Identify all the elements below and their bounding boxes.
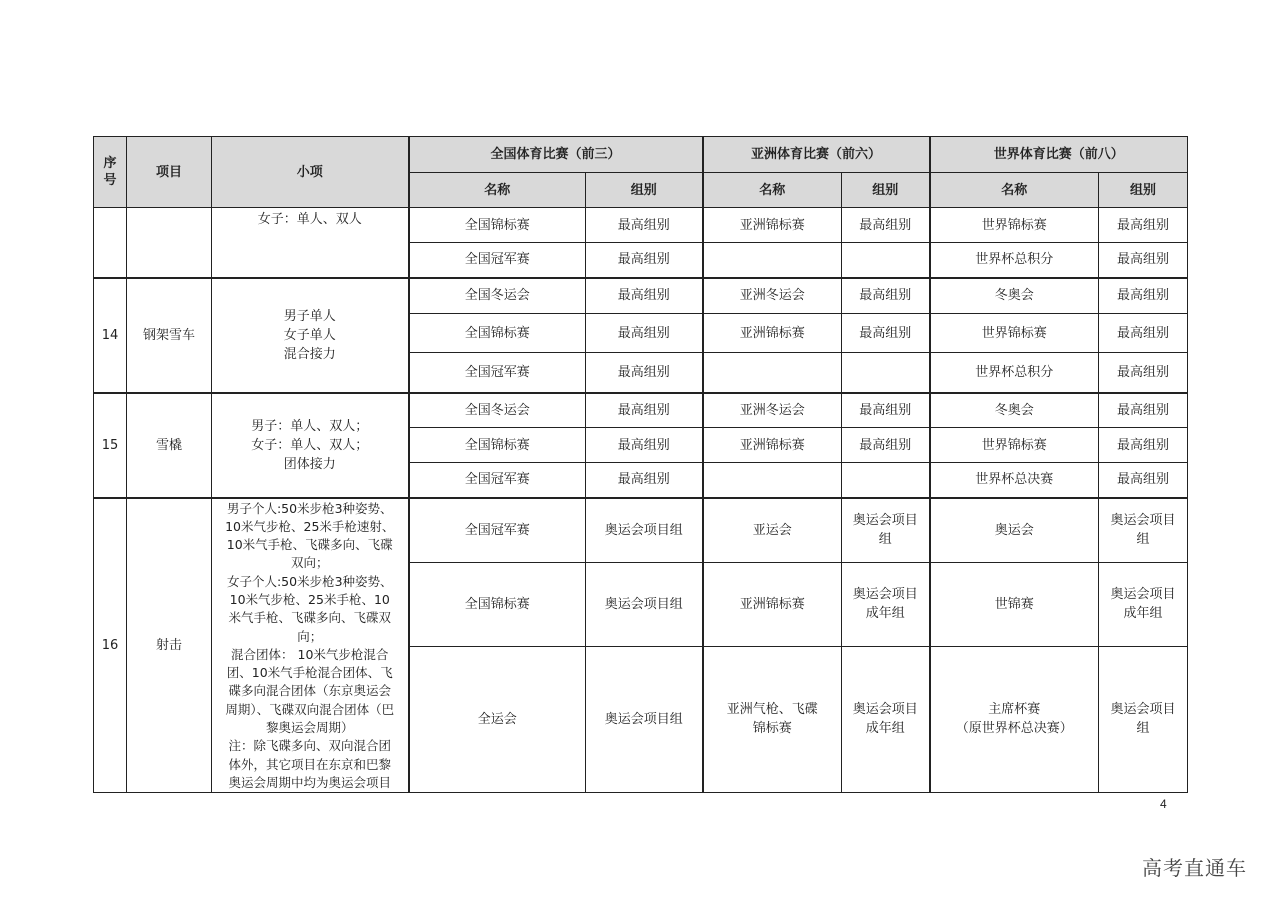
table-cell: 最高组别 [586,243,703,278]
header-sub: 小项 [212,137,409,208]
cont-item-cell [127,208,212,278]
table-cell: 全国冬运会 [409,278,586,314]
watermark: 高考直通车 [1142,856,1247,880]
table-cell: 最高组别 [1099,428,1188,463]
header-world-group: 组别 [1099,173,1188,208]
table-cell: 世界杯总决赛 [930,463,1099,498]
header-national-group: 组别 [586,173,703,208]
table-cell: 奥运会项目组 [586,646,703,793]
row-sub: 男子个人:50米步枪3种姿势、 10米气步枪、25米手枪速射、 10米气手枪、飞碟多向、飞碟 双向； 女子个人:50米步枪3种姿势、 10米气步枪、25米手枪、10 米气手枪、飞碟多向、飞碟双 向； 混合团体： 10米气步枪混合 团、10米气手枪混合团体、飞 碟多向混合团体（东京奥运会 周期）、飞碟双向混合团体（巴 黎奥运会周期） 注：除飞碟多向、双向混合团 体外，其它项目在东京和巴黎 奥运会周期中均为奥运会项目 [212,498,409,793]
table-cell [703,353,842,393]
table-cell: 最高组别 [842,278,930,314]
table-cell [842,463,930,498]
table-cell: 奥运会项目 成年组 [1099,562,1188,646]
table-cell: 奥运会 [930,498,1099,563]
table-cell: 冬奥会 [930,393,1099,428]
table-cell: 全国冠军赛 [409,498,586,563]
row-item: 射击 [127,498,212,793]
cont-sub: 女子：单人、双人 [212,208,409,278]
header-asian-group: 组别 [842,173,930,208]
table-cell: 全运会 [409,646,586,793]
table-cell: 最高组别 [586,463,703,498]
row-seq: 14 [94,278,127,393]
table-cell: 亚洲锦标赛 [703,428,842,463]
table-cell: 最高组别 [586,353,703,393]
table-cell: 最高组别 [842,314,930,353]
table-cell: 奥运会项目 组 [1099,646,1188,793]
table-cell: 最高组别 [1099,393,1188,428]
table-cell: 亚洲气枪、飞碟 锦标赛 [703,646,842,793]
table-cell: 全国锦标赛 [409,428,586,463]
table-cell: 最高组别 [1099,278,1188,314]
row-seq: 15 [94,393,127,498]
table-cell: 亚运会 [703,498,842,563]
cont-seq-cell [94,208,127,278]
header-item: 项目 [127,137,212,208]
table-cell: 最高组别 [586,314,703,353]
table-cell: 奥运会项目组 [586,562,703,646]
table-cell: 冬奥会 [930,278,1099,314]
table-cell: 奥运会项目 组 [842,498,930,563]
table-cell: 最高组别 [1099,243,1188,278]
table-cell: 亚洲锦标赛 [703,562,842,646]
row-item: 雪橇 [127,393,212,498]
table-cell: 亚洲锦标赛 [703,314,842,353]
table-cell: 全国冠军赛 [409,463,586,498]
table-cell: 最高组别 [842,208,930,243]
header-asian: 亚洲体育比赛（前六） [703,137,930,173]
table-cell: 世锦赛 [930,562,1099,646]
table-cell: 全国冠军赛 [409,243,586,278]
row-seq: 16 [94,498,127,793]
table-cell: 最高组别 [842,393,930,428]
table-cell: 世界锦标赛 [930,208,1099,243]
header-national-name: 名称 [409,173,586,208]
table-cell: 最高组别 [586,278,703,314]
table-cell: 最高组别 [1099,463,1188,498]
page-number: 4 [1160,797,1167,811]
table-cell: 奥运会项目 成年组 [842,646,930,793]
table-cell: 奥运会项目 组 [1099,498,1188,563]
row-item: 钢架雪车 [127,278,212,393]
header-seq: 序号 [94,137,127,208]
table-cell [842,243,930,278]
sports-standards-table [93,136,1188,793]
table-cell: 最高组别 [1099,314,1188,353]
header-world-name: 名称 [930,173,1099,208]
table-cell: 世界杯总积分 [930,243,1099,278]
table-cell: 最高组别 [586,393,703,428]
table-cell: 全国锦标赛 [409,208,586,243]
table-cell: 奥运会项目组 [586,498,703,563]
table-cell: 世界杯总积分 [930,353,1099,393]
table-cell: 主席杯赛 （原世界杯总决赛） [930,646,1099,793]
table-cell: 奥运会项目 成年组 [842,562,930,646]
table-cell: 亚洲锦标赛 [703,208,842,243]
table-cell [842,353,930,393]
table-cell [703,463,842,498]
header-asian-name: 名称 [703,173,842,208]
table-cell: 最高组别 [1099,353,1188,393]
header-world: 世界体育比赛（前八） [930,137,1188,173]
header-national: 全国体育比赛（前三） [409,137,703,173]
table-cell: 最高组别 [842,428,930,463]
table-cell: 全国锦标赛 [409,562,586,646]
table-cell: 世界锦标赛 [930,314,1099,353]
table-cell: 全国锦标赛 [409,314,586,353]
table-cell: 最高组别 [1099,208,1188,243]
row-sub: 男子：单人、双人； 女子：单人、双人； 团体接力 [212,393,409,498]
table-cell: 亚洲冬运会 [703,393,842,428]
table-cell: 亚洲冬运会 [703,278,842,314]
table-cell: 世界锦标赛 [930,428,1099,463]
table-cell: 最高组别 [586,208,703,243]
table-cell [703,243,842,278]
table-cell: 最高组别 [586,428,703,463]
table-cell: 全国冠军赛 [409,353,586,393]
row-sub: 男子单人 女子单人 混合接力 [212,278,409,393]
table-cell: 全国冬运会 [409,393,586,428]
